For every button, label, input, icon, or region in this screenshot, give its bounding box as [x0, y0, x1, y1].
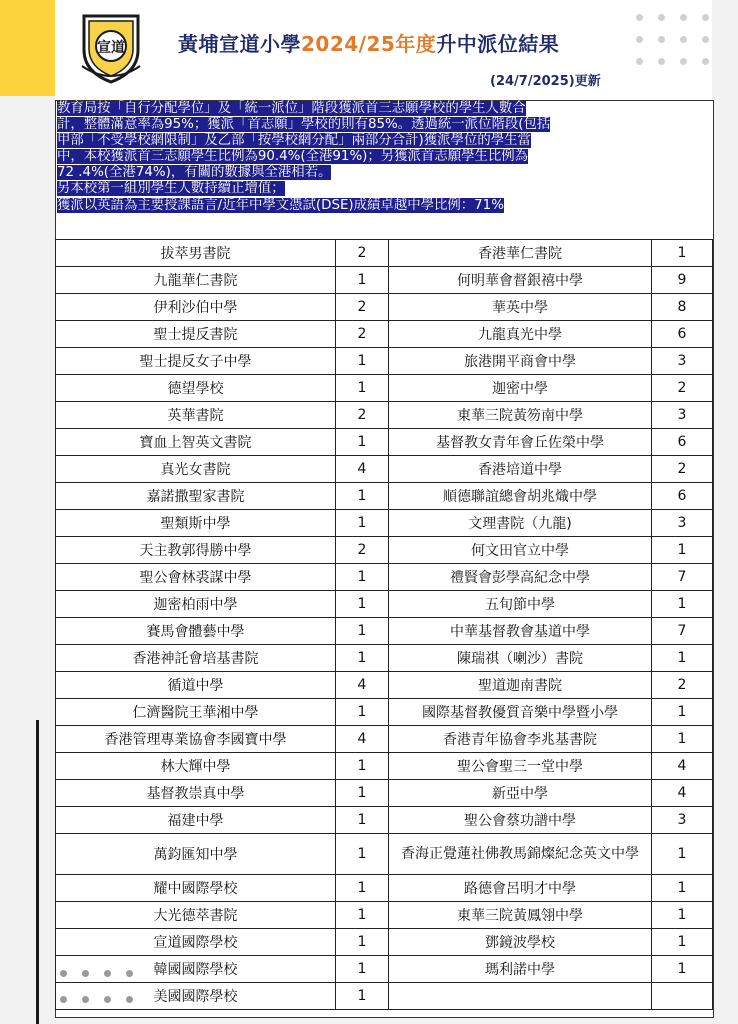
student-count-right: 4 — [652, 780, 713, 807]
school-name-right: 聖公會蔡功譜中學 — [389, 807, 652, 834]
school-name-right: 聖公會聖三一堂中學 — [389, 753, 652, 780]
school-name-right: 東華三院黃鳳翎中學 — [389, 902, 652, 929]
student-count-right: 1 — [652, 726, 713, 753]
table-row — [56, 591, 713, 618]
student-count-right: 9 — [652, 267, 713, 294]
table-row — [56, 402, 713, 429]
intro-line: 獲派以英語為主要授課語言/近年中學文憑試(DSE)成績卓越中學比例：71% — [57, 197, 504, 213]
student-count-left: 1 — [336, 429, 389, 456]
table-row — [56, 672, 713, 699]
student-count-right: 7 — [652, 618, 713, 645]
school-name-left: 聖士提反書院 — [56, 321, 336, 348]
school-name-right: 國際基督教優質音樂中學暨小學 — [389, 699, 652, 726]
table-row — [56, 726, 713, 753]
student-count-left: 1 — [336, 753, 389, 780]
student-count-right: 2 — [652, 672, 713, 699]
student-count-right: 4 — [652, 753, 713, 780]
table-row — [56, 983, 713, 1010]
student-count-left: 2 — [336, 240, 389, 267]
student-count-left: 1 — [336, 591, 389, 618]
student-count-right: 1 — [652, 591, 713, 618]
svg-text:宣道: 宣道 — [97, 40, 125, 56]
student-count-right: 8 — [652, 294, 713, 321]
school-name-left: 香港神託會培基書院 — [56, 645, 336, 672]
school-name-right: 基督教女青年會丘佐榮中學 — [389, 429, 652, 456]
school-name-left: 德望學校 — [56, 375, 336, 402]
student-count-left: 2 — [336, 537, 389, 564]
student-count-left: 4 — [336, 672, 389, 699]
school-name-right: 東華三院黃笏南中學 — [389, 402, 652, 429]
school-name-right: 文理書院（九龍) — [389, 510, 652, 537]
school-name-left: 宣道國際學校 — [56, 929, 336, 956]
table-row — [56, 956, 713, 983]
table-row — [56, 429, 713, 456]
student-count-right: 1 — [652, 645, 713, 672]
intro-paragraph — [57, 101, 712, 214]
school-name-right — [389, 983, 652, 1010]
school-name-left: 福建中學 — [56, 807, 336, 834]
table-row — [56, 294, 713, 321]
school-name-right: 順德聯誼總會胡兆熾中學 — [389, 483, 652, 510]
student-count-left: 1 — [336, 956, 389, 983]
school-name-right: 何明華會督銀禧中學 — [389, 267, 652, 294]
table-row — [56, 321, 713, 348]
student-count-left: 2 — [336, 402, 389, 429]
table-row — [56, 780, 713, 807]
student-count-right: 1 — [652, 699, 713, 726]
school-name-right: 五旬節中學 — [389, 591, 652, 618]
table-row — [56, 902, 713, 929]
school-name-right: 華英中學 — [389, 294, 652, 321]
table-row — [56, 240, 713, 267]
table-row — [56, 564, 713, 591]
table-row — [56, 510, 713, 537]
school-name-left: 天主教郭得勝中學 — [56, 537, 336, 564]
school-name-right: 陳瑞祺（喇沙）書院 — [389, 645, 652, 672]
school-name-left: 美國國際學校 — [56, 983, 336, 1010]
student-count-left: 1 — [336, 375, 389, 402]
school-name-right: 九龍真光中學 — [389, 321, 652, 348]
table-row — [56, 348, 713, 375]
school-name-right: 聖道迦南書院 — [389, 672, 652, 699]
table-row — [56, 456, 713, 483]
school-name-left: 循道中學 — [56, 672, 336, 699]
student-count-left: 1 — [336, 780, 389, 807]
intro-line: 甲部「不受學校網限制」及乙部「按學校網分配」兩部分合計)獲派學位的學生當 — [57, 133, 531, 149]
intro-line: 教育局按「自行分配學位」及「統一派位」階段獲派首三志願學校的學生人數合 — [57, 101, 526, 116]
school-name-left: 聖士提反女子中學 — [56, 348, 336, 375]
student-count-right: 2 — [652, 375, 713, 402]
table-row — [56, 753, 713, 780]
student-count-left: 1 — [336, 348, 389, 375]
school-name-right: 路德會呂明才中學 — [389, 875, 652, 902]
student-count-right: 1 — [652, 902, 713, 929]
table-row — [56, 618, 713, 645]
school-name-right: 鄧鏡波學校 — [389, 929, 652, 956]
student-count-left: 1 — [336, 807, 389, 834]
table-row — [56, 929, 713, 956]
student-count-left: 1 — [336, 929, 389, 956]
student-count-left: 1 — [336, 483, 389, 510]
student-count-right: 2 — [652, 456, 713, 483]
school-name-left: 仁濟醫院王華湘中學 — [56, 699, 336, 726]
student-count-left: 1 — [336, 834, 389, 875]
student-count-right: 1 — [652, 240, 713, 267]
school-name-right: 旅港開平商會中學 — [389, 348, 652, 375]
school-name-right: 新亞中學 — [389, 780, 652, 807]
school-name-right: 香港培道中學 — [389, 456, 652, 483]
student-count-left: 2 — [336, 294, 389, 321]
school-name-left: 英華書院 — [56, 402, 336, 429]
student-count-left: 1 — [336, 983, 389, 1010]
school-logo — [80, 10, 142, 84]
table-row — [56, 537, 713, 564]
school-name-right: 何文田官立中學 — [389, 537, 652, 564]
school-name-left: 聖類斯中學 — [56, 510, 336, 537]
school-name-left: 萬鈞匯知中學 — [56, 834, 336, 875]
school-name-left: 大光德萃書院 — [56, 902, 336, 929]
student-count-right: 1 — [652, 929, 713, 956]
student-count-right: 6 — [652, 483, 713, 510]
student-count-left: 1 — [336, 645, 389, 672]
student-count-right: 1 — [652, 537, 713, 564]
school-name-left: 拔萃男書院 — [56, 240, 336, 267]
student-count-right: 3 — [652, 348, 713, 375]
student-count-left: 1 — [336, 699, 389, 726]
intro-line: 中，本校獲派首三志願學生比例為90.4%(全港91%)；另獲派首志願學生比例為 — [57, 149, 529, 165]
table-row — [56, 483, 713, 510]
school-name-left: 真光女書院 — [56, 456, 336, 483]
student-count-right: 1 — [652, 875, 713, 902]
student-count-left: 1 — [336, 902, 389, 929]
student-count-left: 1 — [336, 564, 389, 591]
school-name-left: 耀中國際學校 — [56, 875, 336, 902]
student-count-right: 1 — [652, 834, 713, 875]
student-count-left: 1 — [336, 510, 389, 537]
intro-line: 另本校第一組別學生人數持續正增值； — [57, 181, 285, 197]
school-name-left: 賽馬會體藝中學 — [56, 618, 336, 645]
school-name-right: 香海正覺蓮社佛教馬錦燦紀念英文中學 — [389, 834, 652, 875]
table-row — [56, 875, 713, 902]
school-name-left: 嘉諾撒聖家書院 — [56, 483, 336, 510]
table-row — [56, 375, 713, 402]
table-row — [56, 834, 713, 875]
school-name-right: 禮賢會彭學高紀念中學 — [389, 564, 652, 591]
school-name-left: 香港管理專業協會李國寶中學 — [56, 726, 336, 753]
student-count-left: 2 — [336, 321, 389, 348]
school-name-left: 伊利沙伯中學 — [56, 294, 336, 321]
student-count-right: 6 — [652, 429, 713, 456]
student-count-left: 4 — [336, 456, 389, 483]
school-name-left: 九龍華仁書院 — [56, 267, 336, 294]
school-name-left: 林大輝中學 — [56, 753, 336, 780]
school-name-left: 基督教崇真中學 — [56, 780, 336, 807]
student-count-left: 1 — [336, 875, 389, 902]
decorative-vertical-line — [36, 720, 39, 1024]
update-date: (24/7/2025)更新 — [490, 74, 601, 89]
student-count-left: 1 — [336, 618, 389, 645]
intro-line: 72 .4%(全港74%)，有關的數據與全港相若。 — [57, 165, 332, 181]
table-row — [56, 645, 713, 672]
school-name-right: 香港華仁書院 — [389, 240, 652, 267]
school-name-left: 聖公會林裘謀中學 — [56, 564, 336, 591]
student-count-right: 3 — [652, 402, 713, 429]
student-count-right — [652, 983, 713, 1010]
table-row — [56, 807, 713, 834]
school-name-left: 韓國國際學校 — [56, 956, 336, 983]
student-count-left: 4 — [336, 726, 389, 753]
student-count-right: 1 — [652, 956, 713, 983]
school-name-left: 迦密柏雨中學 — [56, 591, 336, 618]
table-row — [56, 267, 713, 294]
school-name-left: 寶血上智英文書院 — [56, 429, 336, 456]
results-table — [55, 239, 713, 1010]
school-name-right: 香港青年協會李兆基書院 — [389, 726, 652, 753]
student-count-right: 3 — [652, 510, 713, 537]
school-name-right: 中華基督教會基道中學 — [389, 618, 652, 645]
student-count-right: 7 — [652, 564, 713, 591]
school-name-right: 迦密中學 — [389, 375, 652, 402]
school-name-right: 瑪利諾中學 — [389, 956, 652, 983]
table-row — [56, 699, 713, 726]
page-title: 黃埔宣道小學2024/25年度升中派位結果 — [178, 32, 560, 56]
intro-line: 計，整體滿意率為95%；獲派「首志願」學校的則有85%。透過統一派位階段(包括 — [57, 117, 551, 133]
student-count-right: 6 — [652, 321, 713, 348]
student-count-left: 1 — [336, 267, 389, 294]
student-count-right: 3 — [652, 807, 713, 834]
